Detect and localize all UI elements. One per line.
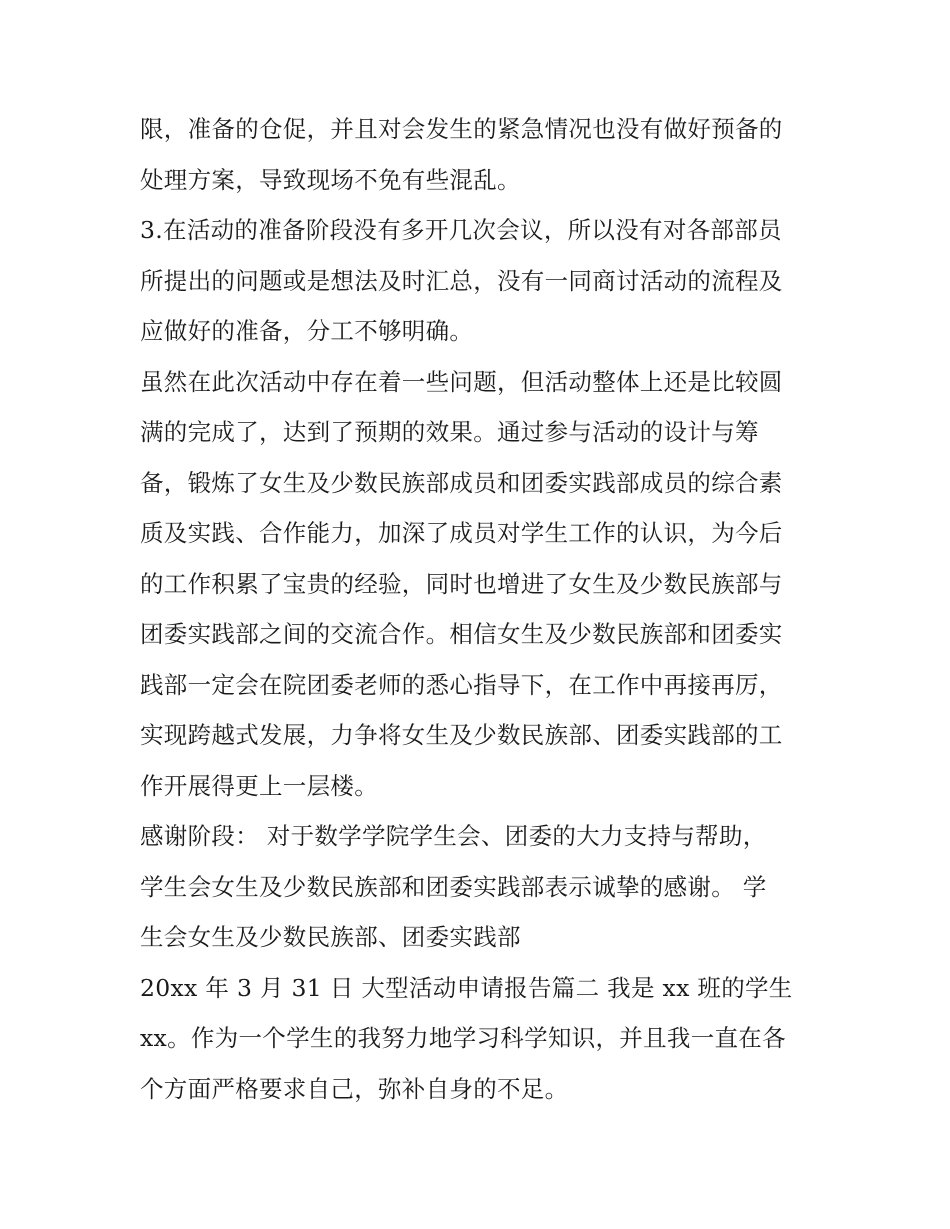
text-line: xx。作为一个学生的我努力地学习科学知识，并且我一直在各 xyxy=(140,1024,786,1052)
text-line: 应做好的准备，分工不够明确。 xyxy=(140,317,474,345)
text-line: 学生会女生及少数民族部和团委实践部表示诚挚的感谢。 学 xyxy=(140,872,767,901)
text-line: 20xx 年 3 月 31 日 大型活动申请报告篇二 我是 xx 班的学生 xyxy=(140,973,793,1002)
document-body xyxy=(140,104,820,1114)
text-line: 生会女生及少数民族部、团委实践部 xyxy=(140,923,521,951)
text-line: 处理方案，导致现场不免有些混乱。 xyxy=(140,165,521,194)
text-line: 实现跨越式发展，力争将女生及少数民族部、团委实践部的工 xyxy=(140,721,783,749)
text-line: 个方面严格要求自己，弥补自身的不足。 xyxy=(140,1074,569,1103)
text-line: 作开展得更上一层楼。 xyxy=(140,771,378,800)
text-line: 的工作积累了宝贵的经验，同时也增进了女生及少数民族部与 xyxy=(140,569,783,598)
text-line: 虽然在此次活动中存在着一些问题，但活动整体上还是比较圆 xyxy=(140,367,783,396)
text-line: 感谢阶段： 对于数学学院学生会、团委的大力支持与帮助， xyxy=(140,822,767,850)
text-line: 满的完成了，达到了预期的效果。通过参与活动的设计与筹 xyxy=(140,418,759,446)
text-line: 备，锻炼了女生及少数民族部成员和团委实践部成员的综合素 xyxy=(140,468,783,497)
text-line: 限，准备的仓促，并且对会发生的紧急情况也没有做好预备的 xyxy=(140,115,783,143)
text-line: 团委实践部之间的交流合作。相信女生及少数民族部和团委实 xyxy=(140,620,783,648)
text-line: 践部一定会在院团委老师的悉心指导下，在工作中再接再厉， xyxy=(140,670,783,699)
text-line: 所提出的问题或是想法及时汇总，没有一同商讨活动的流程及 xyxy=(140,266,783,295)
text-line: 质及实践、合作能力，加深了成员对学生工作的认识，为今后 xyxy=(140,519,783,547)
text-line: 3.在活动的准备阶段没有多开几次会议，所以没有对各部部员 xyxy=(140,216,782,244)
